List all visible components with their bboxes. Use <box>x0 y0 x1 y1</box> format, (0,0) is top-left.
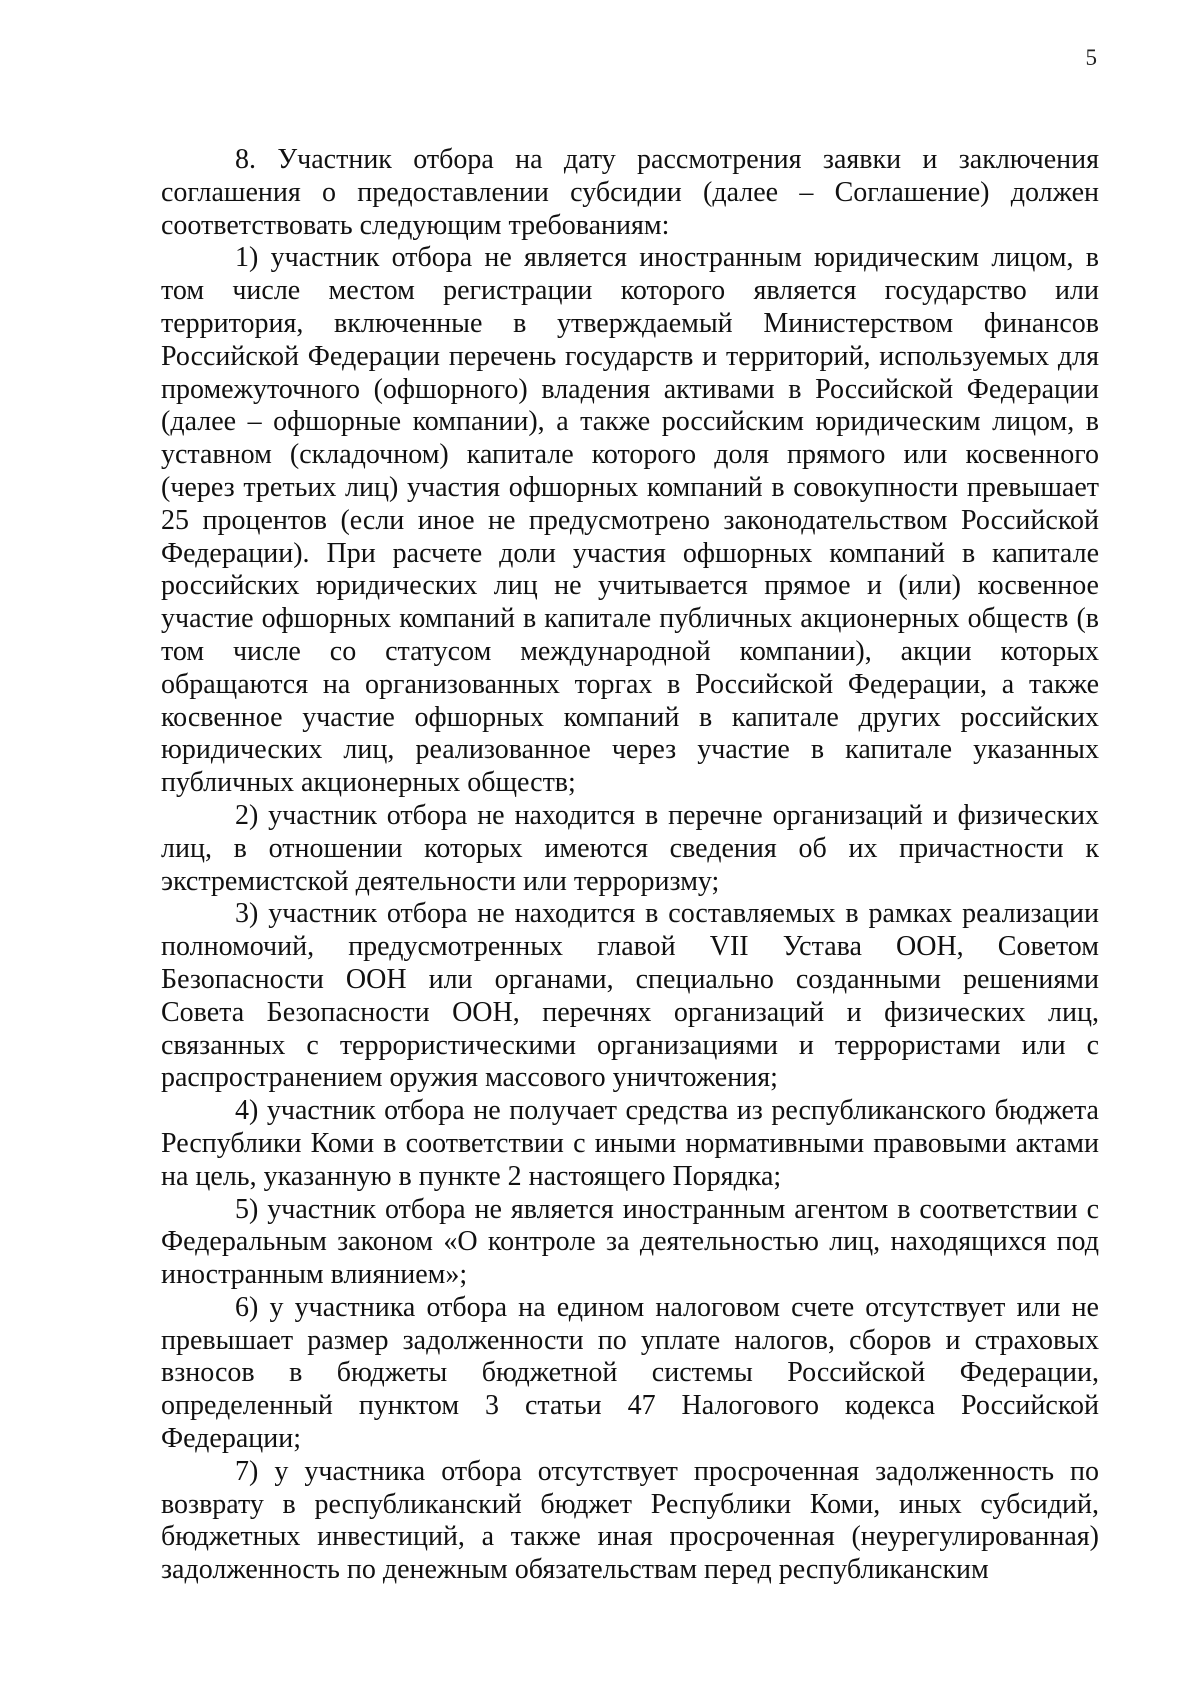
requirement-5-foreign-agent: 5) участник отбора не является иностранным агентом в соответствии с Федеральным законом «О контроле за деятельностью лиц, находящихся под иностранным влиянием»; <box>161 1193 1099 1291</box>
page-number: 5 <box>1085 45 1097 70</box>
requirement-4-no-other-funds: 4) участник отбора не получает средства из республиканского бюджета Республики Коми в соответствии с иными нормативными правовыми актами на цель, указанную в пункте 2 настоящего Порядка; <box>161 1095 1099 1192</box>
requirement-3-un-lists: 3) участник отбора не находится в составляемых в рамках реализации полномочий, предусмотренных главой VII Устава ООН, Советом Безопасности ООН или органами, специально созданными решениями Совета Безопасности ООН, перечнях организаций и физических лиц, связанных с террористическими организациями и террористами или с распространением оружия массового уничтожения; <box>161 898 1099 1094</box>
requirement-6-tax-debt: 6) у участника отбора на едином налоговом счете отсутствует или не превышает размер задолженности по уплате налогов, сборов и страховых взносов в бюджеты бюджетной системы Российской Федерации, определенный пунктом 3 статьи 47 Налогового кодекса Российской Федерации; <box>161 1291 1099 1455</box>
requirement-2-extremism-list: 2) участник отбора не находится в перечне организаций и физических лиц, в отношении которых имеются сведения об их причастности к экстремистской деятельности или терроризму; <box>161 799 1099 897</box>
requirement-7-overdue-debt: 7) у участника отбора отсутствует просроченная задолженность по возврату в республиканский бюджет Республики Коми, иных субсидий, бюджетных инвестиций, а также иная просроченная (неурегулированная) задолженность по денежным обязательствам перед республиканским <box>161 1455 1099 1586</box>
paragraph-8-requirements: 8. Участник отбора на дату рассмотрения заявки и заключения соглашения о предоставлении субсидии (далее – Соглашение) должен соответствовать следующим требованиям: <box>161 144 1099 241</box>
requirement-1-offshore: 1) участник отбора не является иностранным юридическим лицом, в том числе местом регистрации которого является государство или территория, включенные в утверждаемый Министерством финансов Российской Федерации перечень государств и территорий, используемых для промежуточного (офшорного) владения активами в Российской Федерации (далее – офшорные компании), а также российским юридическим лицом, в уставном (складочном) капитале которого доля прямого или косвенного (через третьих лиц) участия офшорных компаний в совокупности превышает 25 процентов (если иное не предусмотрено законодательством Российской Федерации). При расчете доли участия офшорных компаний в капитале российских юридических лиц не учитывается прямое и (или) косвенное участие офшорных компаний в капитале публичных акционерных обществ (в том числе со статусом международной компании), акции которых обращаются на организованных торгах в Российской Федерации, а также косвенное участие офшорных компаний в капитале других российских юридических лиц, реализованное через участие в капитале указанных публичных акционерных обществ; <box>161 242 1099 799</box>
document-body <box>161 144 1099 1587</box>
